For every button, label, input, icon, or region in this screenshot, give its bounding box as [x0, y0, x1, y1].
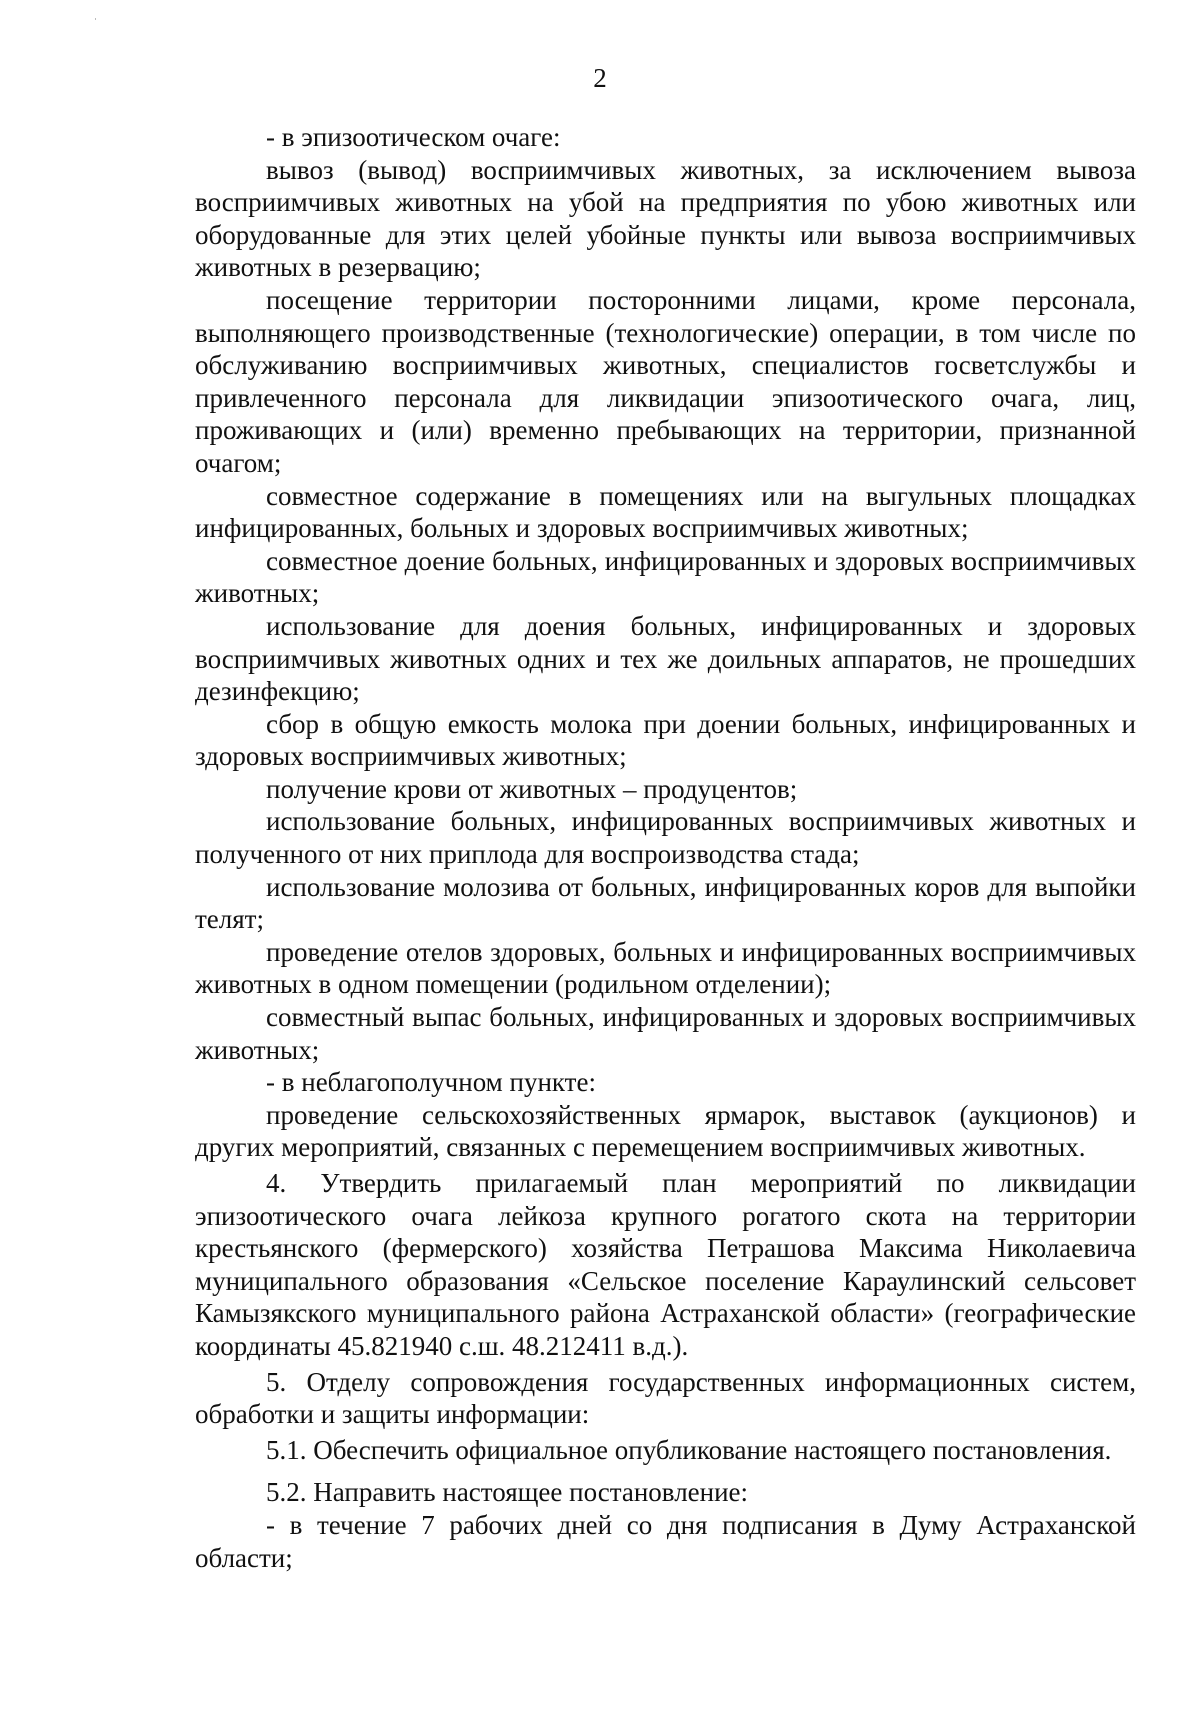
paragraph-duma-submission: - в течение 7 рабочих дней со дня подписания в Думу Астраханской области;	[195, 1509, 1136, 1573]
paragraph-ban-fairs: проведение сельскохозяйственных ярмарок, выставок (аукционов) и других мероприятий, связанных с перемещением восприимчивых животных.	[195, 1099, 1136, 1163]
paragraph-unfavorable-heading: - в неблагополучном пункте:	[266, 1067, 596, 1098]
scan-speck	[95, 18, 96, 20]
paragraph-ban-joint-milking: совместное доение больных, инфицированных и здоровых восприимчивых животных;	[195, 545, 1136, 609]
paragraph-item-4: 4. Утвердить прилагаемый план мероприятий по ликвидации эпизоотического очага лейкоза крупного рогатого скота на территории крестьянского (фермерского) хозяйства Петрашова Максима Николаевича муниципального образования «Сельское поселение Караулинский сельсовет Камызякского муниципального района Астраханской области» (географические координаты 45.821940 с.ш. 48.212411 в.д.).	[195, 1168, 1136, 1361]
paragraph-ban-removal: вывоз (вывод) восприимчивых животных, за исключением вывоза восприимчивых животных на убой на предприятия по убою животных или оборудованные для этих целей убойные пункты или вывоза восприимчивых животных в резервацию;	[195, 154, 1136, 283]
paragraph-ban-shared-apparatus: использование для доения больных, инфицированных и здоровых восприимчивых животных одних и тех же доильных аппаратов, не прошедших дезинфекцию;	[195, 610, 1136, 707]
paragraph-item-5-1: 5.1. Обеспечить официальное опубликование настоящего постановления.	[266, 1434, 1112, 1465]
page-number: 2	[593, 63, 607, 93]
paragraph-ban-milk-collection: сбор в общую емкость молока при доении больных, инфицированных и здоровых восприимчивых животных;	[195, 708, 1136, 772]
paragraph-ban-calving: проведение отелов здоровых, больных и инфицированных восприимчивых животных в одном помещении (родильном отделении);	[195, 936, 1136, 1000]
paragraph-ban-visits: посещение территории посторонними лицами, кроме персонала, выполняющего производственные (технологические) операции, в том числе по обслуживанию восприимчивых животных, специалистов госветслужбы и привлеченного персонала для ликвидации эпизоотического очага, лиц, проживающих и (или) временно пребывающих на территории, признанной очагом;	[195, 284, 1136, 478]
paragraph-ban-grazing: совместный выпас больных, инфицированных и здоровых восприимчивых животных;	[195, 1002, 1136, 1065]
document-body	[195, 121, 1136, 1574]
paragraph-ban-reproduction: использование больных, инфицированных восприимчивых животных и полученного от них приплода для воспроизводства стада;	[195, 806, 1136, 870]
paragraph-item-5: 5. Отделу сопровождения государственных информационных систем, обработки и защиты информации:	[195, 1366, 1136, 1430]
paragraph-ban-colostrum: использование молозива от больных, инфицированных коров для выпойки телят;	[195, 871, 1136, 935]
paragraph-item-5-2: 5.2. Направить настоящее постановление:	[266, 1477, 749, 1508]
paragraph-ban-blood: получение крови от животных – продуцентов;	[266, 773, 798, 804]
paragraph-zone-heading: - в эпизоотическом очаге:	[266, 122, 561, 152]
paragraph-ban-joint-keeping: совместное содержание в помещениях или на выгульных площадках инфицированных, больных и здоровых восприимчивых животных;	[195, 480, 1136, 544]
